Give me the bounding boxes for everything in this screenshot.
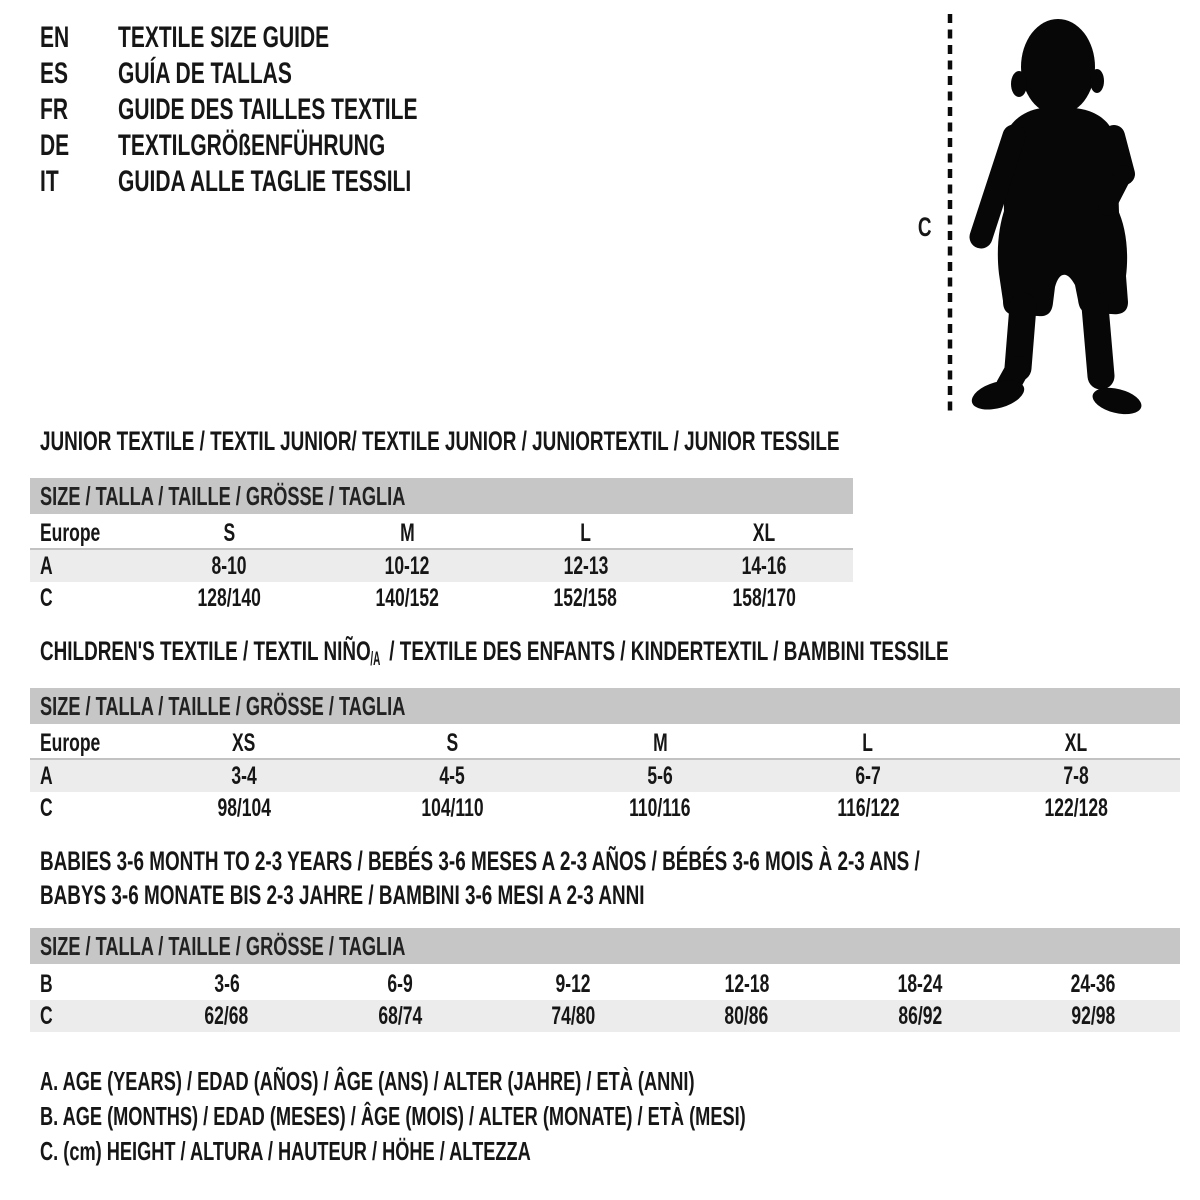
row-label: Europe xyxy=(40,728,101,757)
months-cell: 12-18 xyxy=(724,969,770,998)
age-cell: 4-5 xyxy=(439,761,465,790)
row-label: A xyxy=(40,761,53,790)
size-cell: XL xyxy=(752,518,776,547)
height-cell: 98/104 xyxy=(217,793,271,822)
size-cell: S xyxy=(223,518,235,547)
height-cell: 68/74 xyxy=(378,1001,422,1030)
language-label: GUIDE DES TAILLES TEXTILE xyxy=(118,93,418,126)
language-code: ES xyxy=(40,57,69,90)
language-code: DE xyxy=(40,129,70,162)
toddler-silhouette-figure xyxy=(920,8,1180,428)
age-cell: 8-10 xyxy=(211,551,247,580)
size-cell: L xyxy=(862,728,874,757)
height-cell: 152/158 xyxy=(553,583,618,612)
size-cell: S xyxy=(446,728,458,757)
height-measure-label: C xyxy=(918,212,932,242)
toddler-silhouette-icon xyxy=(920,8,1180,428)
language-label: TEXTILE SIZE GUIDE xyxy=(118,21,330,54)
language-code: IT xyxy=(40,165,59,198)
row-label: C xyxy=(40,583,53,612)
age-cell: 14-16 xyxy=(741,551,787,580)
height-cell: 122/128 xyxy=(1044,793,1108,822)
legend xyxy=(40,1064,1048,1169)
table-row-europe xyxy=(30,728,1180,760)
language-row-es xyxy=(40,56,546,92)
language-row-fr xyxy=(40,92,546,128)
height-cell: 92/98 xyxy=(1071,1001,1116,1030)
age-cell: 5-6 xyxy=(647,761,673,790)
row-label: C xyxy=(40,793,53,822)
size-cell: M xyxy=(652,728,668,757)
size-header-bar: SIZE / TALLA / TAILLE / GRÖSSE / TAGLIA xyxy=(30,478,853,514)
months-cell: 9-12 xyxy=(555,969,591,998)
height-cell: 62/68 xyxy=(204,1001,249,1030)
section-title-babies-line1: BABIES 3-6 MONTH TO 2-3 YEARS / BEBÉS 3-6 MESES A 2-3 AÑOS / BÉBÉS 3-6 MOIS À 2-3 ANS / xyxy=(40,845,920,876)
height-cell: 86/92 xyxy=(898,1001,942,1030)
size-table-junior xyxy=(30,478,853,614)
height-cell: 116/122 xyxy=(836,793,900,822)
row-label: B xyxy=(40,969,53,998)
size-table-children xyxy=(30,688,1180,824)
language-code: EN xyxy=(40,21,70,54)
size-cell: XL xyxy=(1064,728,1088,757)
height-cell: 80/86 xyxy=(724,1001,769,1030)
size-cell: L xyxy=(580,518,591,547)
language-list xyxy=(40,20,546,200)
table-row-height xyxy=(30,1000,1180,1032)
legend-item-height: C. (cm) HEIGHT / ALTURA / HAUTEUR / HÖHE / ALTEZZA xyxy=(40,1136,531,1166)
age-cell: 7-8 xyxy=(1063,761,1089,790)
section-title-junior: JUNIOR TEXTILE / TEXTIL JUNIOR/ TEXTILE JUNIOR / JUNIORTEXTIL / JUNIOR TESSILE xyxy=(40,425,840,456)
age-cell: 3-4 xyxy=(231,761,257,790)
size-table-babies xyxy=(30,928,1180,1032)
table-row-months xyxy=(30,968,1180,1000)
table-row-height xyxy=(30,582,853,614)
height-cell: 140/152 xyxy=(375,583,440,612)
table-row-age xyxy=(30,550,853,582)
height-cell: 128/140 xyxy=(197,583,261,612)
table-row-height xyxy=(30,792,1180,824)
legend-item-age-months: B. AGE (MONTHS) / EDAD (MESES) / ÂGE (MOIS) / ALTER (MONATE) / ETÀ (MESI) xyxy=(40,1101,746,1131)
height-cell: 104/110 xyxy=(420,793,484,822)
height-cell: 158/170 xyxy=(732,583,796,612)
months-cell: 3-6 xyxy=(214,969,240,998)
height-cell: 110/116 xyxy=(629,793,691,822)
row-label: Europe xyxy=(40,518,101,547)
language-row-de xyxy=(40,128,546,164)
age-cell: 6-7 xyxy=(855,761,881,790)
months-cell: 18-24 xyxy=(897,969,943,998)
language-code: FR xyxy=(40,93,68,126)
age-cell: 12-13 xyxy=(563,551,609,580)
months-cell: 6-9 xyxy=(387,969,413,998)
table-row-europe xyxy=(30,518,853,550)
size-header-bar: SIZE / TALLA / TAILLE / GRÖSSE / TAGLIA xyxy=(30,928,1180,964)
section-title-children: CHILDREN'S TEXTILE / TEXTIL NIÑO/A / TEXTILE DES ENFANTS / KINDERTEXTIL / BAMBINI TESSILE xyxy=(40,635,949,670)
size-cell: M xyxy=(400,518,415,547)
size-cell: XS xyxy=(232,728,256,757)
height-cell: 74/80 xyxy=(551,1001,596,1030)
language-label: GUÍA DE TALLAS xyxy=(118,57,292,90)
legend-item-age-years: A. AGE (YEARS) / EDAD (AÑOS) / ÂGE (ANS) / ALTER (JAHRE) / ETÀ (ANNI) xyxy=(40,1066,695,1096)
age-cell: 10-12 xyxy=(384,551,430,580)
row-label: A xyxy=(40,551,53,580)
language-label: GUIDA ALLE TAGLIE TESSILI xyxy=(118,165,412,198)
table-row-age xyxy=(30,760,1180,792)
language-row-en xyxy=(40,20,546,56)
months-cell: 24-36 xyxy=(1070,969,1116,998)
size-header-bar: SIZE / TALLA / TAILLE / GRÖSSE / TAGLIA xyxy=(30,688,1180,724)
language-row-it xyxy=(40,164,546,200)
row-label: C xyxy=(40,1001,53,1030)
language-label: TEXTILGRÖßENFÜHRUNG xyxy=(118,129,386,162)
section-title-babies-line2: BABYS 3-6 MONATE BIS 2-3 JAHRE / BAMBINI 3-6 MESI A 2-3 ANNI xyxy=(40,879,645,910)
